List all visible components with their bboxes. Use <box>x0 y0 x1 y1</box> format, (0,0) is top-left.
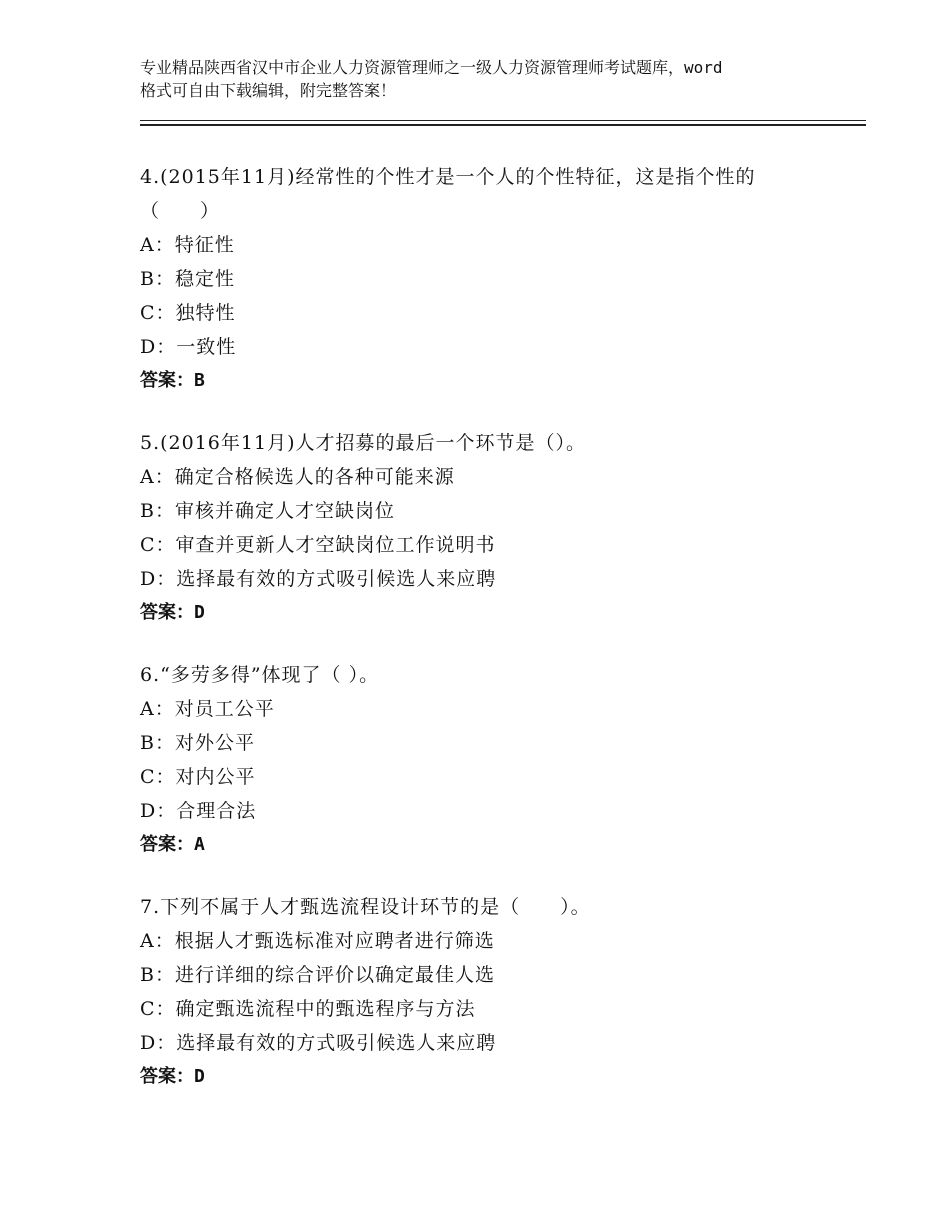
option-b: B：稳定性 <box>140 268 235 290</box>
option-b: B：进行详细的综合评价以确定最佳人选 <box>140 964 495 986</box>
option-d: D：合理合法 <box>140 800 257 822</box>
option-d: D：一致性 <box>140 336 237 358</box>
option-a: A：确定合格候选人的各种可能来源 <box>140 466 455 488</box>
question-6 <box>140 658 840 862</box>
option-c: C：审查并更新人才空缺岗位工作说明书 <box>140 534 496 556</box>
header-divider-thin <box>140 120 866 121</box>
document-header <box>140 56 830 102</box>
question-stem-continued: （ ） <box>140 200 221 222</box>
option-d: D：选择最有效的方式吸引候选人来应聘 <box>140 1032 497 1054</box>
answer: 答案：D <box>140 1066 205 1087</box>
question-stem: 7.下列不属于人才甄选流程设计环节的是（ ）。 <box>140 896 591 918</box>
option-d: D：选择最有效的方式吸引候选人来应聘 <box>140 568 497 590</box>
header-divider-thick <box>140 124 866 126</box>
answer: 答案：D <box>140 602 205 623</box>
option-c: C：确定甄选流程中的甄选程序与方法 <box>140 998 476 1020</box>
answer: 答案：A <box>140 834 205 855</box>
option-c: C：对内公平 <box>140 766 256 788</box>
question-stem: 4.(2015年11月)经常性的个性才是一个人的个性特征，这是指个性的 <box>140 166 756 188</box>
question-7 <box>140 890 840 1094</box>
option-b: B：对外公平 <box>140 732 255 754</box>
header-title-line-2: 格式可自由下载编辑，附完整答案！ <box>140 81 397 100</box>
question-5 <box>140 426 840 630</box>
header-title-line-1: 专业精品陕西省汉中市企业人力资源管理师之一级人力资源管理师考试题库，word <box>140 58 723 77</box>
question-stem: 5.(2016年11月)人才招募的最后一个环节是（）。 <box>140 432 586 454</box>
question-list <box>140 160 840 1122</box>
option-b: B：审核并确定人才空缺岗位 <box>140 500 395 522</box>
option-a: A：特征性 <box>140 234 235 256</box>
question-stem: 6.“多劳多得”体现了（ ）。 <box>140 664 380 686</box>
question-4 <box>140 160 840 398</box>
option-c: C：独特性 <box>140 302 236 324</box>
option-a: A：根据人才甄选标准对应聘者进行筛选 <box>140 930 495 952</box>
answer: 答案：B <box>140 370 205 391</box>
option-a: A：对员工公平 <box>140 698 275 720</box>
